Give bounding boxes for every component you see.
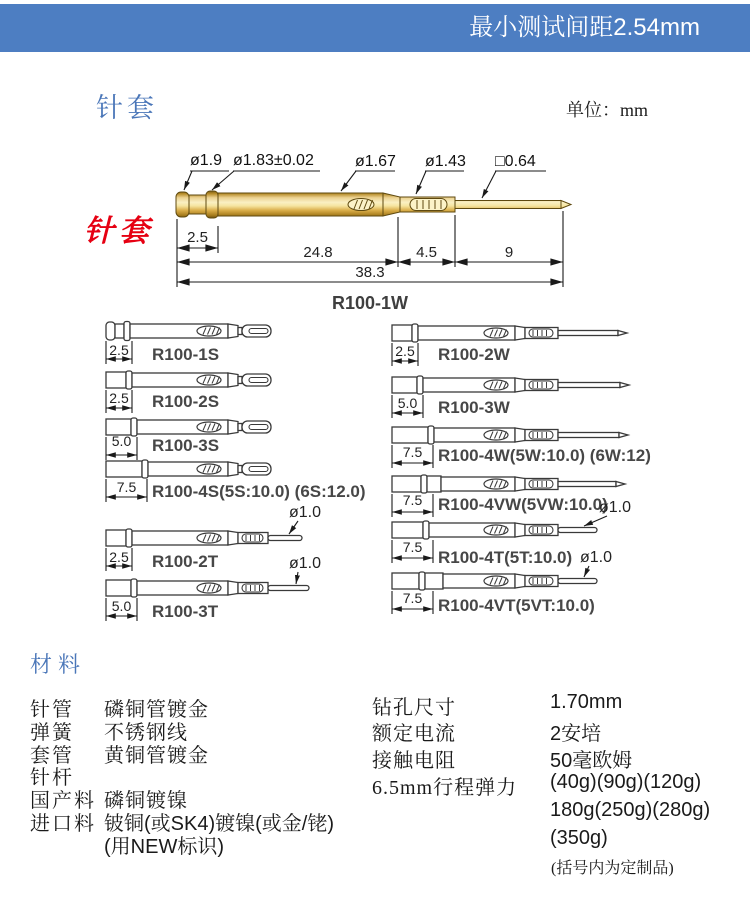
spec-name: 6.5mm行程弹力 [372, 777, 518, 799]
model-dim: 5.0 [111, 598, 132, 614]
dia-label: ø1.43 [425, 153, 466, 170]
material-name: 进口料 [30, 813, 96, 835]
spec-name: 额定电流 [372, 723, 456, 745]
material-value: (用NEW标识) [104, 836, 224, 858]
model-label: R100-4W(5W:10.0) (6W:12) [438, 446, 651, 465]
spec-name: 钻孔尺寸 [372, 697, 456, 719]
material-value: 磷铜管镀金 [104, 699, 209, 721]
model-label: R100-4S(5S:10.0) (6S:12.0) [152, 482, 366, 501]
model-label: R100-2W [438, 345, 510, 364]
dia-label: □0.64 [495, 153, 536, 170]
material-name: 针管 [30, 699, 74, 721]
page-title: 针套 [96, 93, 158, 123]
dim-mid: 4.5 [416, 244, 437, 261]
model-dim: 2.5 [109, 390, 129, 406]
model-dim: 7.5 [402, 492, 423, 508]
model-dim: 7.5 [402, 444, 423, 460]
model-dim: 5.0 [111, 433, 132, 449]
spec-note: (括号内为定制品) [551, 860, 674, 877]
spec-value: 50毫欧姆 [550, 750, 633, 772]
material-value: 磷铜镀镍 [104, 790, 188, 812]
material-name: 针杆 [30, 767, 74, 789]
model-label: R100-3W [438, 398, 510, 417]
model-dim: 7.5 [116, 479, 137, 495]
spec-value: 180g(250g)(280g) [550, 799, 711, 821]
materials-heading: 材料 [30, 652, 87, 677]
model-label: R100-1S [152, 345, 220, 364]
model-dim: 5.0 [397, 395, 418, 411]
model-dim: 2.5 [395, 343, 415, 359]
model-label: R100-2S [152, 392, 220, 411]
model-dim: 2.5 [109, 549, 129, 565]
tip-dia-callout: ø1.0 [599, 499, 632, 516]
tip-dia-callout: ø1.0 [580, 549, 613, 566]
material-value: 黄铜管镀金 [104, 745, 209, 767]
spec-value: (350g) [550, 827, 608, 849]
spec-value: 2安培 [550, 723, 602, 745]
dia-label: ø1.83±0.02 [233, 152, 314, 169]
model-dim: 7.5 [402, 590, 423, 606]
dim-total: 38.3 [355, 264, 385, 281]
dim-barrel: 24.8 [303, 244, 333, 261]
material-name: 弹簧 [30, 722, 74, 744]
material-name: 套管 [30, 745, 74, 767]
unit-label: 单位：mm [566, 100, 649, 120]
dim-head: 2.5 [187, 229, 208, 246]
material-name: 国产料 [30, 790, 96, 812]
model-label: R100-3S [152, 436, 220, 455]
banner-text: 最小测试间距2.54mm [469, 14, 700, 41]
spec-value: (40g)(90g)(120g) [550, 771, 702, 793]
spec-value: 1.70mm [550, 691, 623, 713]
spec-name: 接触电阻 [372, 750, 456, 772]
tip-dia-callout: ø1.0 [289, 504, 322, 521]
material-value: 铍铜(或SK4)镀镍(或金/铑) [104, 813, 334, 835]
main-model-name: R100-1W [331, 293, 409, 313]
model-label: R100-2T [152, 552, 219, 571]
model-label: R100-4VT(5VT:10.0) [438, 596, 595, 615]
dia-label: ø1.67 [355, 153, 396, 170]
model-dim: 7.5 [402, 539, 423, 555]
part-callout-red: 针套 [84, 215, 154, 248]
model-label: R100-4VW(5VW:10.0) [438, 495, 608, 514]
model-label: R100-3T [152, 602, 219, 621]
dim-tip: 9 [504, 244, 514, 261]
model-label: R100-4T(5T:10.0) [438, 548, 573, 567]
dia-label: ø1.9 [190, 152, 223, 169]
tip-dia-callout: ø1.0 [289, 555, 322, 572]
material-value: 不锈钢线 [104, 722, 188, 744]
model-dim: 2.5 [109, 342, 129, 358]
